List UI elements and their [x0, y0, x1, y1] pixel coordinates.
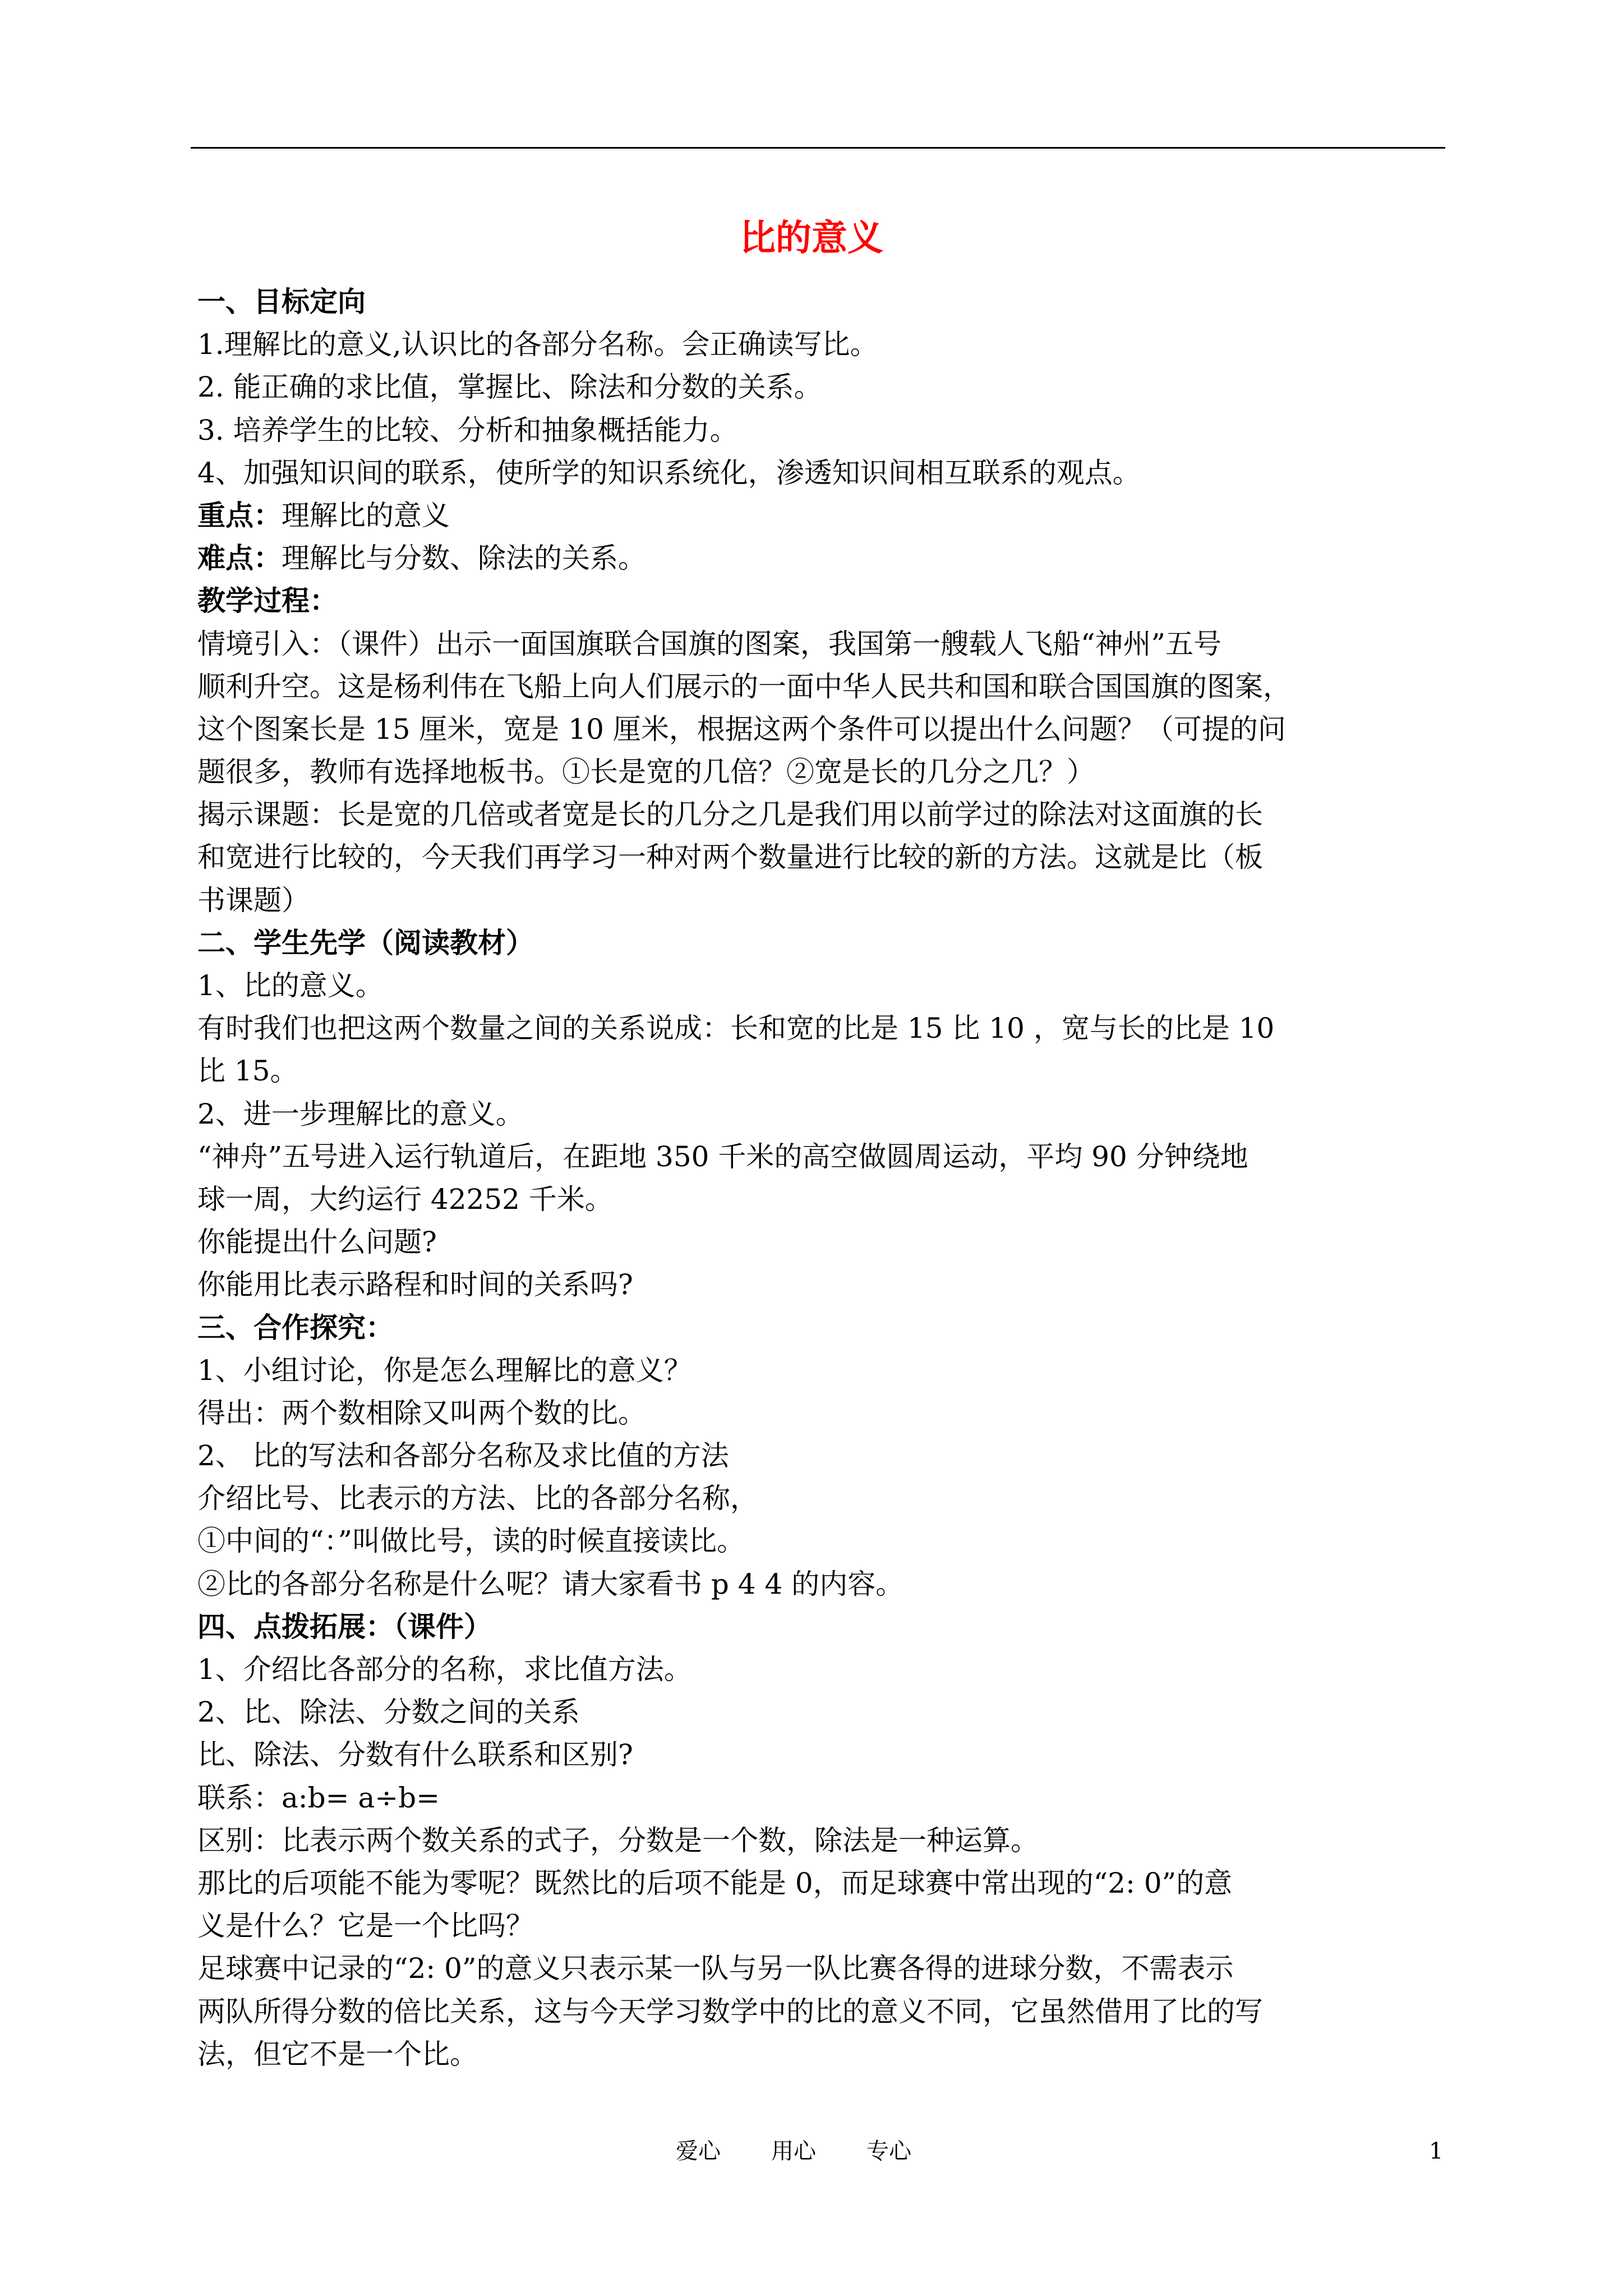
text-line: 足球赛中记录的“2: 0”的意义只表示某一队与另一队比赛各得的进球分数，不需表示	[197, 1952, 1234, 1985]
section-heading: 二、学生先学（阅读教材）	[197, 926, 534, 959]
text-line: 2、 比的写法和各部分名称及求比值的方法	[197, 1439, 729, 1473]
text-line: 这个图案长是 15 厘米，宽是 10 厘米，根据这两个条件可以提出什么问题？（可提的问	[197, 712, 1286, 746]
text-line: 1、比的意义。	[197, 969, 384, 1002]
text-line: 法，但它不是一个比。	[197, 2037, 478, 2070]
text-line: 比、除法、分数有什么联系和区别?	[197, 1738, 633, 1772]
line-label: 难点：	[197, 542, 282, 575]
text-line: 书课题）	[197, 884, 310, 917]
line-label: 重点：	[197, 499, 282, 532]
text-line: 4、加强知识间的联系，使所学的知识系统化，渗透知识间相互联系的观点。	[197, 456, 1141, 489]
text-line: 区别：比表示两个数关系的式子，分数是一个数，除法是一种运算。	[197, 1824, 1039, 1857]
text-line: 义是什么？它是一个比吗？	[197, 1910, 534, 1943]
text-line: 有时我们也把这两个数量之间的关系说成：长和宽的比是 15 比 10 ，宽与长的比是 10	[197, 1012, 1275, 1045]
section-heading: 一、目标定向	[197, 286, 366, 318]
section-heading: 教学过程：	[197, 585, 338, 618]
line-text: 理解比与分数、除法的关系。	[282, 542, 646, 575]
header-rule	[191, 147, 1445, 149]
text-line: 揭示课题：长是宽的几倍或者宽是长的几分之几是我们用以前学过的除法对这面旗的长	[197, 798, 1263, 831]
text-line: 2、比、除法、分数之间的关系	[197, 1696, 580, 1729]
text-line: 联系：a:b= a÷b=	[197, 1781, 440, 1814]
text-line: “神舟”五号进入运行轨道后，在距地 350 千米的高空做圆周运动，平均 90 分钟绕地	[197, 1140, 1248, 1173]
text-line: 1、小组讨论，你是怎么理解比的意义？	[197, 1354, 692, 1387]
text-line: ②比的各部分名称是什么呢？请大家看书 p 4 4 的内容。	[197, 1567, 904, 1600]
page-number: 1	[1429, 2138, 1444, 2164]
line-text: 理解比的意义	[282, 499, 450, 532]
text-line: 1.理解比的意义,认识比的各部分名称。会正确读写比。	[197, 328, 878, 361]
text-line	[197, 494, 1454, 537]
text-line: 题很多，教师有选择地板书。①长是宽的几倍？②宽是长的几分之几？）	[197, 756, 1095, 789]
text-line: 和宽进行比较的，今天我们再学习一种对两个数量进行比较的新的方法。这就是比（板	[197, 841, 1263, 874]
text-line: 介绍比号、比表示的方法、比的各部分名称，	[197, 1482, 758, 1515]
text-line: 那比的后项能不能为零呢？既然比的后项不能是 0，而足球赛中常出现的“2: 0”的意	[197, 1866, 1233, 1899]
text-line: ①中间的“：”叫做比号，读的时候直接读比。	[197, 1525, 745, 1558]
text-line: 两队所得分数的倍比关系，这与今天学习数学中的比的意义不同，它虽然借用了比的写	[197, 1995, 1263, 2028]
section-heading: 三、合作探究：	[197, 1311, 394, 1344]
document-title: 比的意义	[740, 218, 883, 259]
text-line: 情境引入：（课件）出示一面国旗联合国旗的图案，我国第一艘载人飞船“神州”五号	[197, 627, 1222, 660]
text-line: 得出：两个数相除又叫两个数的比。	[197, 1396, 646, 1429]
footer-motto-word: 用心	[771, 2138, 816, 2164]
section-heading: 四、点拨拓展：（课件）	[197, 1610, 492, 1643]
text-line	[197, 537, 1454, 579]
text-line: 顺利升空。这是杨利伟在飞船上向人们展示的一面中华人民共和国和联合国国旗的图案，	[197, 670, 1291, 703]
text-line: 3. 培养学生的比较、分析和抽象概括能力。	[197, 413, 738, 447]
text-line: 2. 能正确的求比值，掌握比、除法和分数的关系。	[197, 371, 822, 404]
footer-motto	[676, 2137, 962, 2165]
text-line: 你能用比表示路程和时间的关系吗?	[197, 1268, 633, 1301]
footer-motto-word: 专心	[866, 2138, 911, 2164]
text-line: 1、介绍比各部分的名称，求比值方法。	[197, 1653, 692, 1686]
text-line: 2、进一步理解比的意义。	[197, 1097, 524, 1130]
text-line: 球一周，大约运行 42252 千米。	[197, 1182, 613, 1216]
footer-motto-word: 爱心	[676, 2138, 721, 2164]
document-body	[197, 280, 1454, 2076]
text-line: 比 15。	[197, 1055, 298, 1088]
text-line: 你能提出什么问题?	[197, 1226, 437, 1259]
